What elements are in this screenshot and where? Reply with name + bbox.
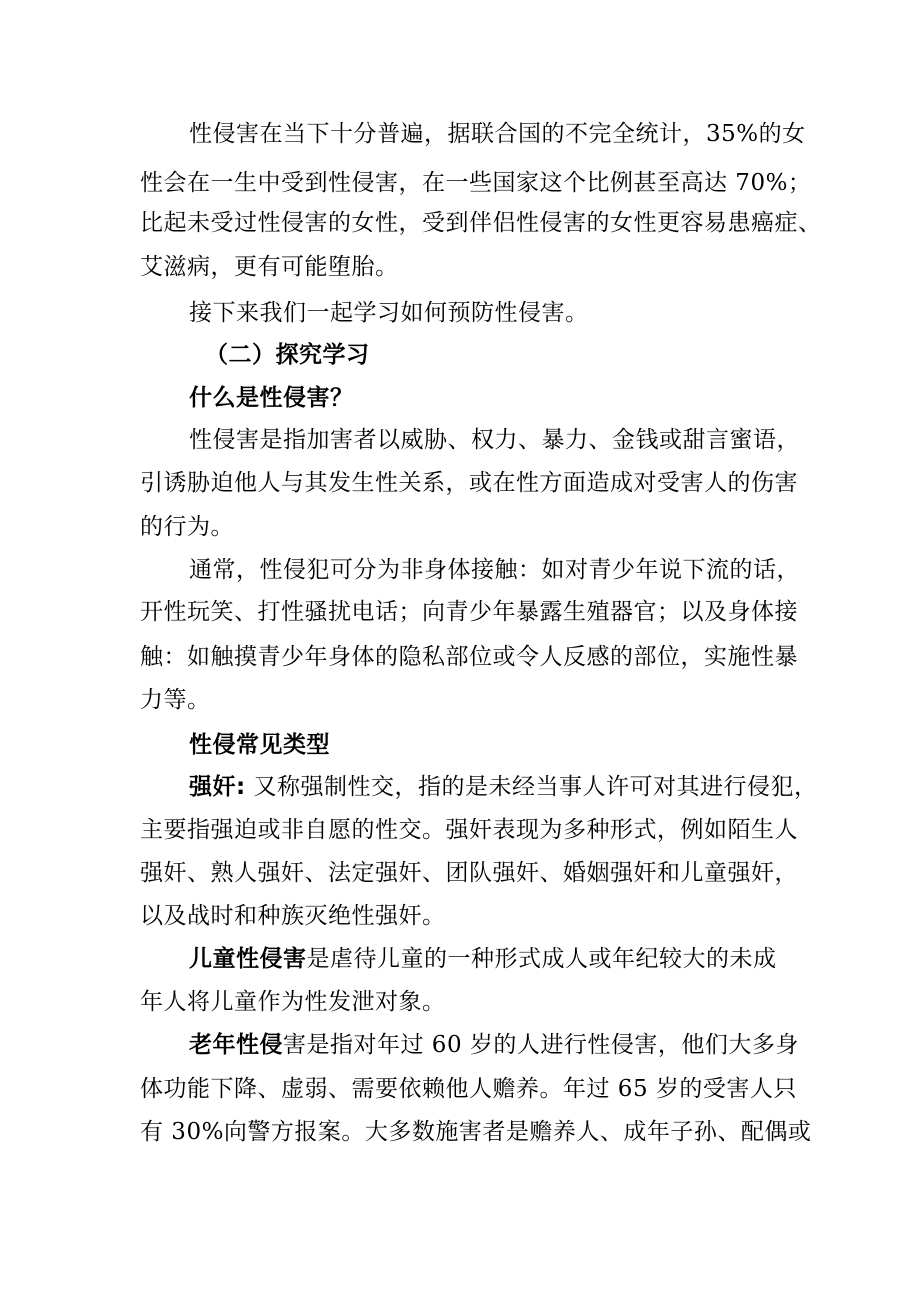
- term-rape: 强奸:: [189, 774, 246, 800]
- paragraph-line: 以及战时和种族灭绝性强奸。: [140, 903, 446, 929]
- paragraph-line: 主要指强迫或非自愿的性交。强奸表现为多种形式，例如陌生人: [140, 817, 798, 843]
- paragraph-line: 接下来我们一起学习如何预防性侵害。: [189, 300, 589, 326]
- paragraph-line: [189, 772, 818, 802]
- paragraph-line: 艾滋病，更有可能堕胎。: [140, 254, 399, 280]
- paragraph-line: 引诱胁迫他人与其发生性关系，或在性方面造成对受害人的伤害: [140, 470, 798, 496]
- term-child-abuse: 儿童性侵害: [189, 946, 307, 972]
- paragraph-line: [189, 944, 777, 974]
- paragraph-line: 有 30%向警方报案。大多数施害者是赡养人、成年子孙、配偶或: [140, 1119, 812, 1145]
- paragraph-text: 是虐待儿童的一种形式成人或年纪较大的未成: [306, 946, 777, 972]
- paragraph-line: 年人将儿童作为性发泄对象。: [140, 989, 446, 1015]
- paragraph-line: 强奸、熟人强奸、法定强奸、团队强奸、婚姻强奸和儿童强奸，: [140, 860, 798, 886]
- paragraph-line: 体功能下降、虚弱、需要依赖他人赡养。年过 65 岁的受害人只: [140, 1076, 797, 1102]
- paragraph-line: 的行为。: [140, 514, 234, 540]
- paragraph-line: 性侵害是指加害者以威胁、权力、暴力、金钱或甜言蜜语，: [189, 427, 800, 453]
- term-elder-abuse: 老年性侵: [189, 1032, 283, 1058]
- question-heading: 什么是性侵害？: [189, 385, 354, 411]
- types-heading: 性侵常见类型: [189, 732, 330, 758]
- section-heading: （二）探究学习: [205, 342, 370, 368]
- paragraph-line: 开性玩笑、打性骚扰电话；向青少年暴露生殖器官；以及身体接: [140, 599, 798, 625]
- paragraph-line: 通常，性侵犯可分为非身体接触：如对青少年说下流的话，: [189, 557, 800, 583]
- paragraph-line: 性会在一生中受到性侵害，在一些国家这个比例甚至高达 70%；: [140, 170, 812, 196]
- paragraph-line: 触：如触摸青少年身体的隐私部位或令人反感的部位，实施性暴: [140, 644, 798, 670]
- paragraph-line: [189, 1030, 799, 1060]
- paragraph-line: 力等。: [140, 687, 211, 713]
- paragraph-line: 比起未受过性侵害的女性，受到伴侣性侵害的女性更容易患癌症、: [140, 210, 822, 236]
- paragraph-text: 害是指对年过 60 岁的人进行性侵害，他们大多身: [283, 1032, 799, 1058]
- paragraph-line: 性侵害在当下十分普遍，据联合国的不完全统计，35%的女: [189, 121, 806, 147]
- paragraph-text: 又称强制性交，指的是未经当事人许可对其进行侵犯，: [245, 774, 818, 800]
